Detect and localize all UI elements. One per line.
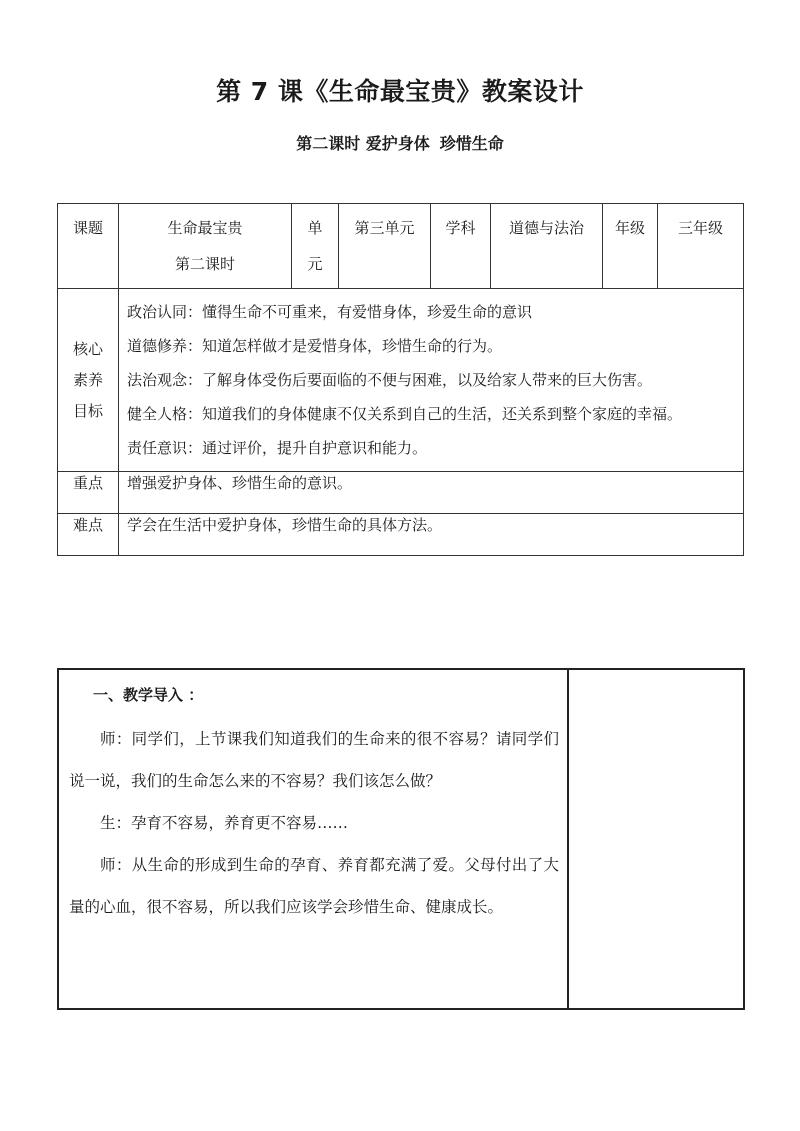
goals-label-3: 目标 <box>72 401 103 420</box>
unit-label-cell <box>292 204 339 289</box>
key-point-row <box>58 472 744 514</box>
subject-label: 学科 <box>445 219 476 237</box>
key-point-value: 增强爱护身体、珍惜生命的意识。 <box>119 472 744 514</box>
grade-label-cell <box>603 204 658 289</box>
difficulty-label: 难点 <box>58 514 119 556</box>
subject-value: 道德与法治 <box>508 219 584 237</box>
page-title: 第 7 课《生命最宝贵》教案设计 <box>216 77 584 106</box>
teacher-question-paragraph: 师：同学们，上节课我们知道我们的生命来的很不容易？请同学们说一说，我们的生命怎么来的不容易？我们该怎么做？ <box>69 730 559 790</box>
grade-label: 年级 <box>614 219 645 237</box>
topic-line-1: 生命最宝贵 <box>167 219 243 237</box>
topic-value-cell <box>119 204 292 289</box>
goals-label-1: 核心 <box>72 339 103 358</box>
key-point-label: 重点 <box>58 472 119 514</box>
unit-value-cell <box>339 204 431 289</box>
goal-responsibility: 责任意识：通过评价，提升自护意识和能力。 <box>127 439 428 457</box>
topic-label: 课题 <box>72 219 103 237</box>
topic-label-cell <box>58 204 119 289</box>
goal-moral: 道德修养：知道怎样做才是爱惜身体，珍惜生命的行为。 <box>127 337 503 355</box>
unit-value: 第三单元 <box>354 219 415 237</box>
unit-label-2: 元 <box>307 255 323 273</box>
difficulty-row <box>58 514 744 556</box>
goal-personality: 健全人格：知道我们的身体健康不仅关系到自己的生活，还关系到整个家庭的幸福。 <box>127 405 683 423</box>
unit-label-1: 单 <box>307 219 323 237</box>
teacher-summary-paragraph: 师：从生命的形成到生命的孕育、养育都充满了爱。父母付出了大量的心血，很不容易，所以我们应该学会珍惜生命、健康成长。 <box>69 856 559 916</box>
student-answer-paragraph: 生：孕育不容易，养育更不容易…… <box>100 814 349 832</box>
lesson-info-table <box>57 203 744 556</box>
lesson-content-column <box>59 670 569 1008</box>
subtitle-part-1: 第二课时 爱护身体 <box>296 134 430 153</box>
difficulty-value: 学会在生活中爱护身体，珍惜生命的具体方法。 <box>119 514 744 556</box>
lesson-procedure-box <box>57 668 745 1010</box>
grade-value-cell <box>658 204 744 289</box>
goals-row <box>58 289 744 472</box>
goals-content-cell <box>119 289 744 472</box>
header-row <box>58 204 744 289</box>
goal-law: 法治观念：了解身体受伤后要面临的不便与困难，以及给家人带来的巨大伤害。 <box>127 371 653 389</box>
subtitle-part-2: 珍惜生命 <box>439 134 504 153</box>
subject-value-cell <box>491 204 603 289</box>
goals-label-cell <box>58 289 119 472</box>
grade-value: 三年级 <box>677 219 723 237</box>
page-subtitle <box>0 131 800 154</box>
topic-line-2: 第二课时 <box>174 255 235 273</box>
goal-political: 政治认同：懂得生命不可重来，有爱惜身体，珍爱生命的意识 <box>127 303 533 321</box>
subject-label-cell <box>431 204 491 289</box>
section-heading: 一、教学导入 ： <box>93 686 204 704</box>
goals-label-2: 素养 <box>72 370 103 389</box>
